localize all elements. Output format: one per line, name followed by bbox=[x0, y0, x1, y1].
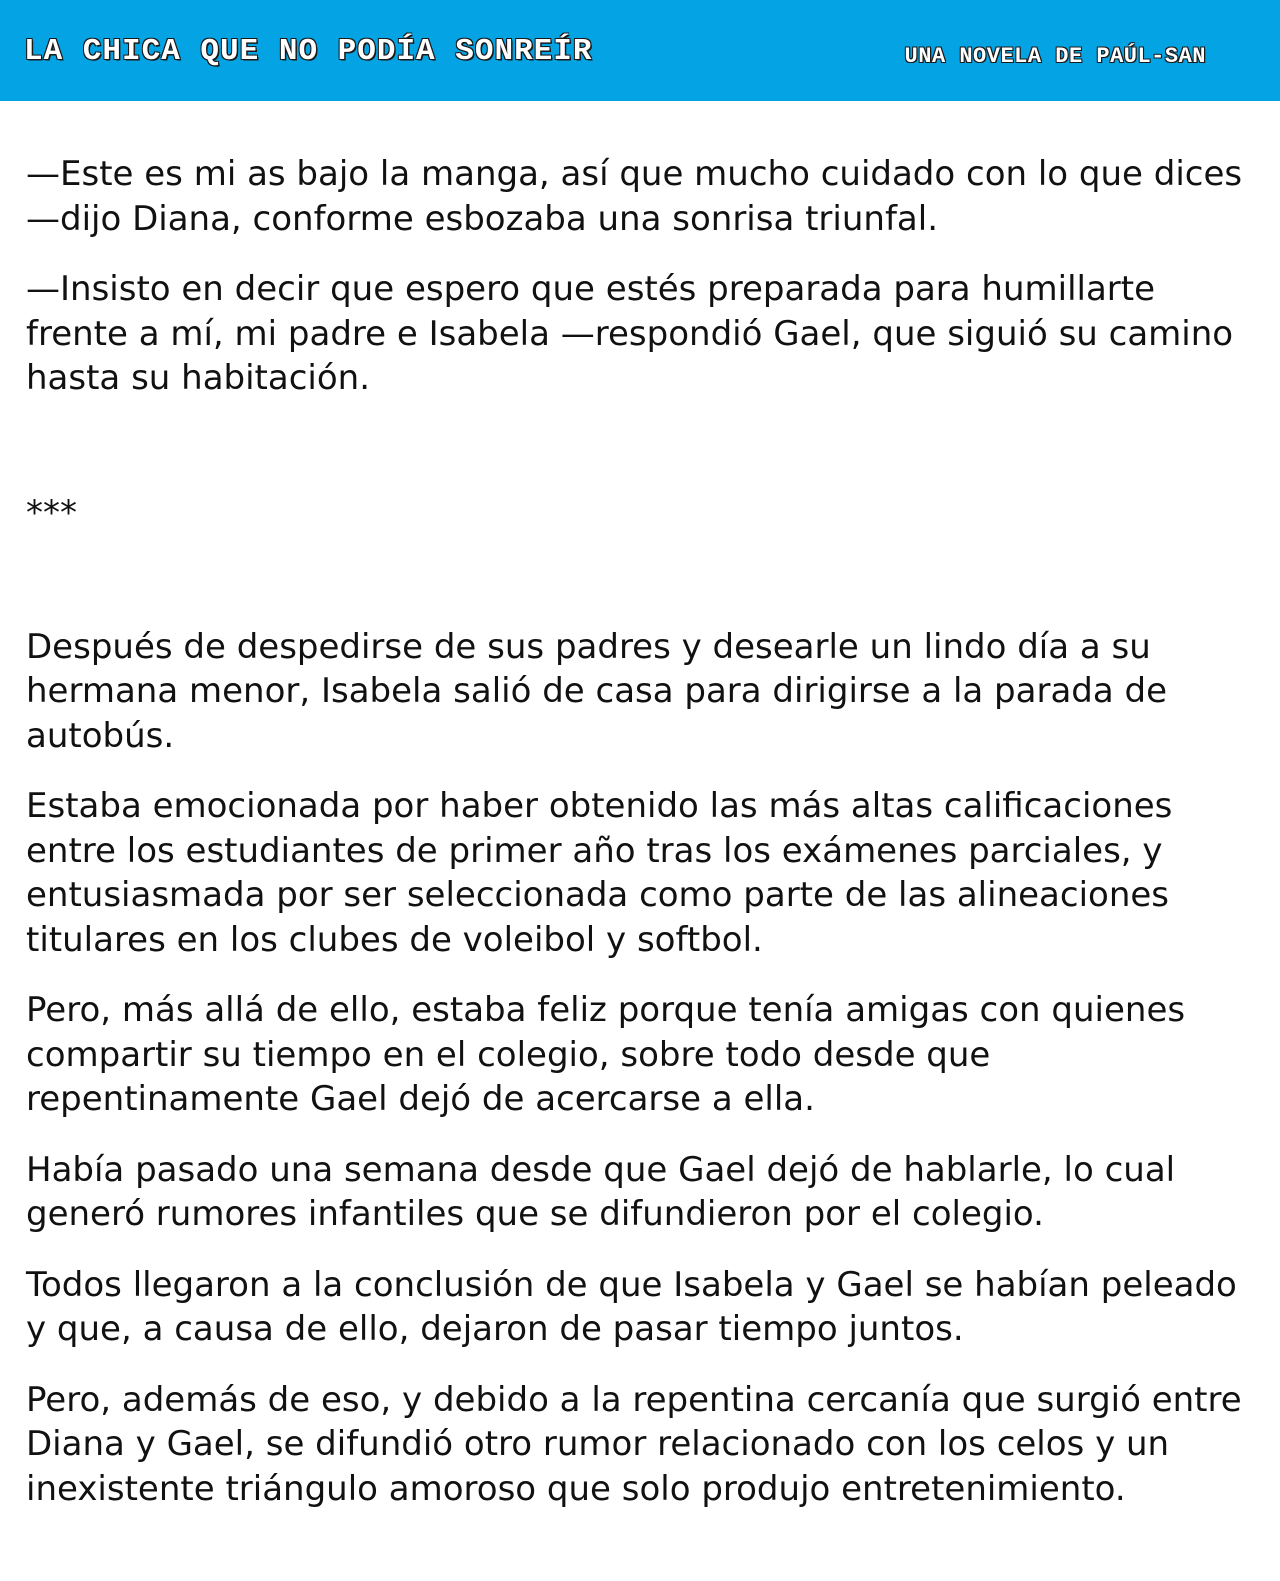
paragraph: Había pasado una semana desde que Gael dejó de hablarle, lo cual generó rumores infantiles que se difundieron por el colegio. bbox=[26, 1149, 1176, 1234]
paragraph: Estaba emocionada por haber obtenido las más altas calificaciones entre los estudiantes de primer año tras los exámenes parciales, y entusiasmada por ser seleccionada como parte de las alineaciones titulares en los clubes de voleibol y softbol. bbox=[26, 786, 1173, 960]
header-bar bbox=[0, 0, 1280, 101]
paragraph: Después de despedirse de sus padres y desearle un lindo día a su hermana menor, Isabela salió de casa para dirigirse a la parada de autobús. bbox=[26, 626, 1168, 756]
paragraph: Todos llegaron a la conclusión de que Isabela y Gael se habían peleado y que, a causa de ello, dejaron de pasar tiempo juntos. bbox=[26, 1264, 1237, 1349]
book-author: UNA NOVELA DE PAÚL-SAN bbox=[904, 44, 1206, 69]
story-text bbox=[26, 152, 1258, 1537]
paragraph: Pero, además de eso, y debido a la repentina cercanía que surgió entre Diana y Gael, se difundió otro rumor relacionado con los celos y un inexistente triángulo amoroso que solo produjo entretenimiento. bbox=[26, 1379, 1242, 1509]
paragraph: Pero, más allá de ello, estaba feliz porque tenía amigas con quienes compartir su tiempo en el colegio, sobre todo desde que repentinamente Gael dejó de acercarse a ella. bbox=[26, 990, 1186, 1119]
paragraph: —Este es mi as bajo la manga, así que mucho cuidado con lo que dices —dijo Diana, conforme esbozaba una sonrisa triunfal. bbox=[26, 154, 1243, 239]
scene-separator: *** bbox=[26, 492, 77, 533]
book-title: LA CHICA QUE NO PODÍA SONREÍR bbox=[24, 34, 593, 69]
paragraph: —Insisto en decir que espero que estés preparada para humillarte frente a mí, mi padre e Isabela —respondió Gael, que siguió su camino hasta su habitación. bbox=[26, 269, 1234, 398]
